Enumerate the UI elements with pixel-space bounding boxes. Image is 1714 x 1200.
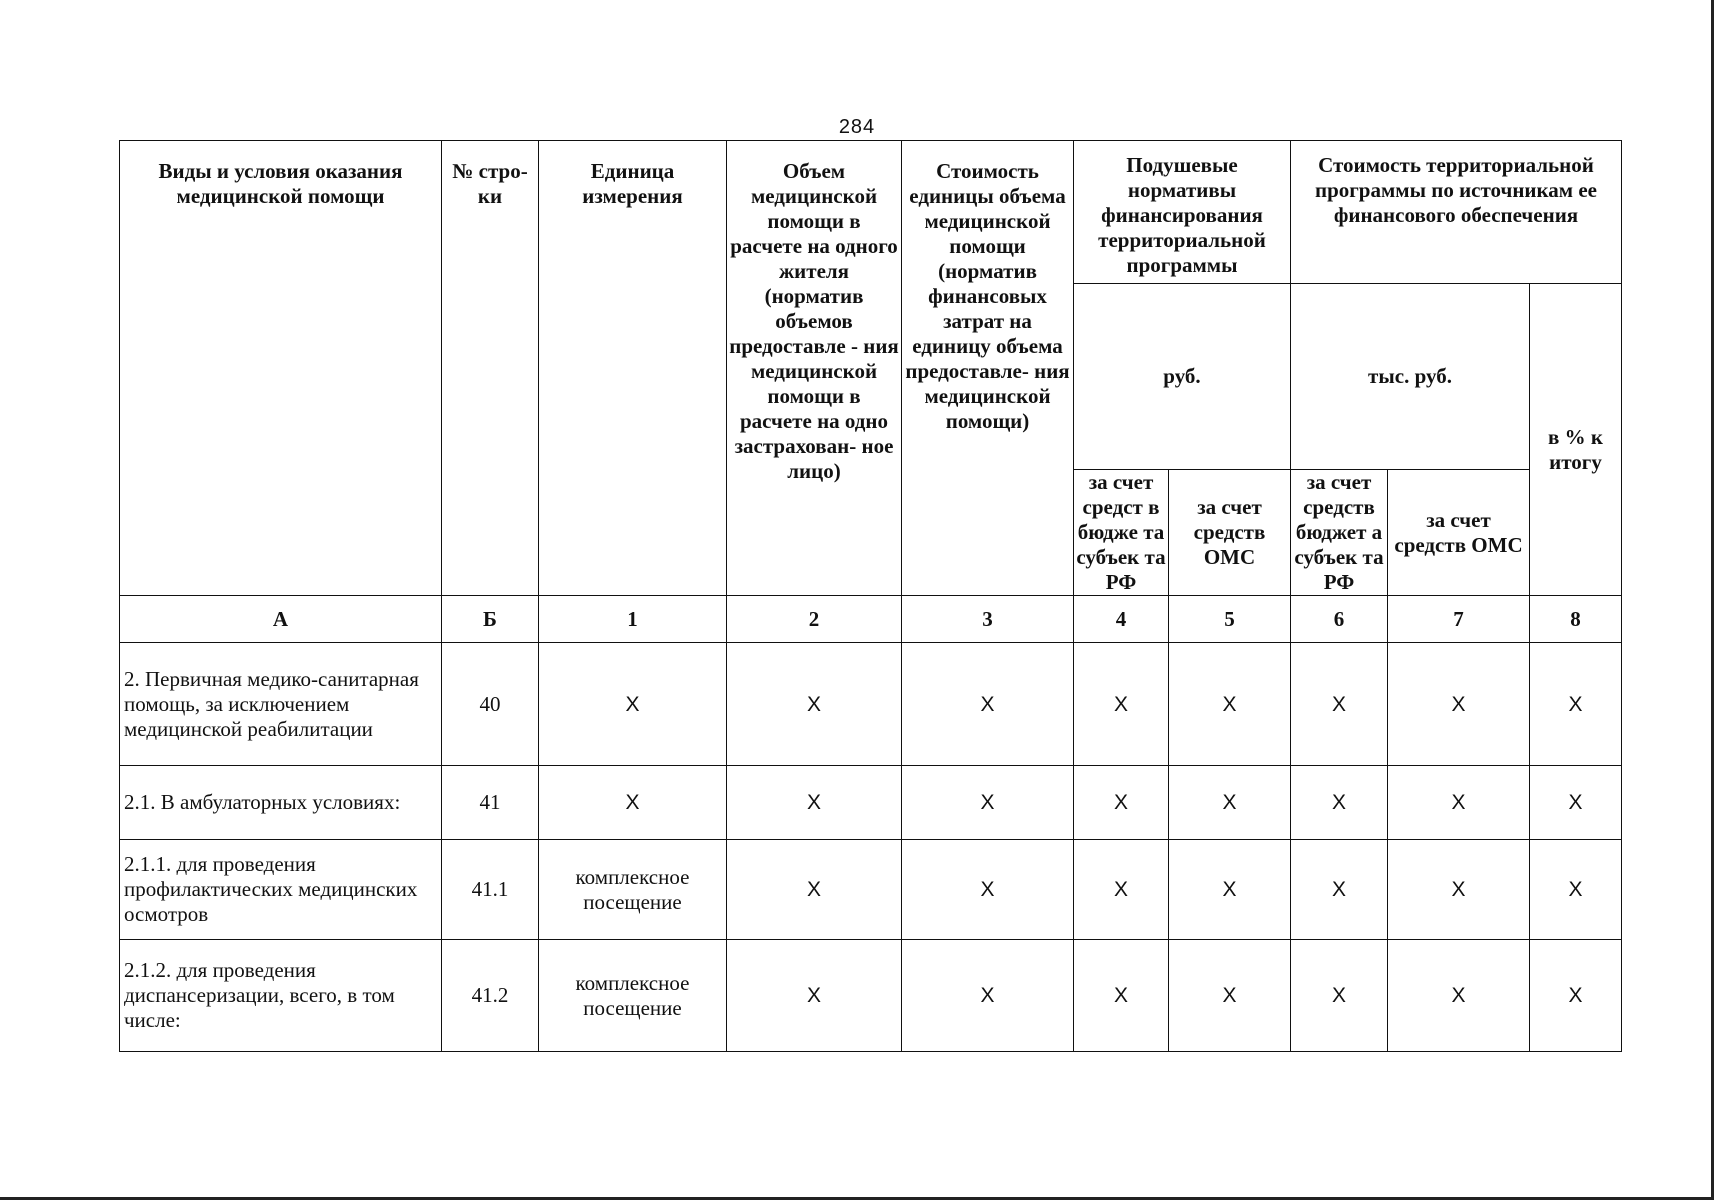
row-value-col-7: X	[1388, 940, 1530, 1052]
row-value-col-3: X	[902, 840, 1074, 940]
data-table	[119, 140, 1622, 1052]
row-name: 2. Первичная медико-санитарная помощь, за исключением медицинской реабилитации	[120, 643, 442, 766]
index-cell-a: А	[120, 596, 442, 643]
index-cell-7: 7	[1388, 596, 1530, 643]
header-col-5: за счет средств ОМС	[1169, 470, 1291, 596]
row-value-col-5: X	[1169, 643, 1291, 766]
row-value-col-4: X	[1074, 766, 1169, 840]
index-cell-3: 3	[902, 596, 1074, 643]
row-value-col-8: X	[1530, 643, 1622, 766]
row-value-col-2: X	[727, 840, 902, 940]
header-col-7: за счет средств ОМС	[1388, 470, 1530, 596]
row-value-col-8: X	[1530, 840, 1622, 940]
page-number: 284	[838, 116, 876, 138]
header-col-4: за счет средст в бюдже та субъек та РФ	[1074, 470, 1169, 596]
header-col-3: Стоимость единицы объема медицинской помощи (норматив финансовых затрат на единицу объема предоставле- ния медицинской помощи)	[902, 141, 1074, 596]
row-value-col-6: X	[1291, 940, 1388, 1052]
row-value-col-6: X	[1291, 766, 1388, 840]
table-row	[120, 940, 1622, 1052]
index-cell-b: Б	[442, 596, 539, 643]
row-value-col-5: X	[1169, 940, 1291, 1052]
header-unit-thousand-rub: тыс. руб.	[1291, 284, 1530, 470]
header-unit-rub: руб.	[1074, 284, 1291, 470]
index-cell-5: 5	[1169, 596, 1291, 643]
row-value-col-6: X	[1291, 840, 1388, 940]
table-row	[120, 766, 1622, 840]
index-cell-1: 1	[539, 596, 727, 643]
row-unit: комплексное посещение	[539, 840, 727, 940]
index-cell-4: 4	[1074, 596, 1169, 643]
row-line-number: 40	[442, 643, 539, 766]
index-cell-8: 8	[1530, 596, 1622, 643]
row-value-col-7: X	[1388, 766, 1530, 840]
index-cell-2: 2	[727, 596, 902, 643]
row-line-number: 41	[442, 766, 539, 840]
row-value-col-2: X	[727, 643, 902, 766]
header-group-per-capita: Подушевые нормативы финансирования территориальной программы	[1074, 141, 1291, 284]
row-unit: комплексное посещение	[539, 940, 727, 1052]
row-value-col-2: X	[727, 940, 902, 1052]
row-value-col-3: X	[902, 766, 1074, 840]
row-value-col-7: X	[1388, 643, 1530, 766]
row-value-col-4: X	[1074, 940, 1169, 1052]
header-row-1	[120, 141, 1622, 284]
header-col-1: Единица измерения	[539, 141, 727, 596]
row-value-col-5: X	[1169, 840, 1291, 940]
row-value-col-3: X	[902, 940, 1074, 1052]
table-row	[120, 840, 1622, 940]
row-value-col-4: X	[1074, 643, 1169, 766]
row-value-col-5: X	[1169, 766, 1291, 840]
row-value-col-8: X	[1530, 940, 1622, 1052]
row-value-col-8: X	[1530, 766, 1622, 840]
row-name: 2.1.1. для проведения профилактических медицинских осмотров	[120, 840, 442, 940]
row-unit: X	[539, 766, 727, 840]
row-name: 2.1.2. для проведения диспансеризации, всего, в том числе:	[120, 940, 442, 1052]
index-cell-6: 6	[1291, 596, 1388, 643]
row-value-col-3: X	[902, 643, 1074, 766]
header-col-a: Виды и условия оказания медицинской помощи	[120, 141, 442, 596]
header-col-b: № стро- ки	[442, 141, 539, 596]
index-row	[120, 596, 1622, 643]
row-value-col-7: X	[1388, 840, 1530, 940]
header-col-6: за счет средств бюджет а субъек та РФ	[1291, 470, 1388, 596]
table-row	[120, 643, 1622, 766]
row-value-col-2: X	[727, 766, 902, 840]
row-line-number: 41.2	[442, 940, 539, 1052]
row-line-number: 41.1	[442, 840, 539, 940]
header-group-cost: Стоимость территориальной программы по источникам ее финансового обеспечения	[1291, 141, 1622, 284]
header-col-2: Объем медицинской помощи в расчете на одного жителя (норматив объемов предоставле - ния медицинской помощи в расчете на одно застрахован- ное лицо)	[727, 141, 902, 596]
row-name: 2.1. В амбулаторных условиях:	[120, 766, 442, 840]
header-col-8: в % к итогу	[1530, 284, 1622, 596]
row-value-col-6: X	[1291, 643, 1388, 766]
row-value-col-4: X	[1074, 840, 1169, 940]
row-unit: X	[539, 643, 727, 766]
